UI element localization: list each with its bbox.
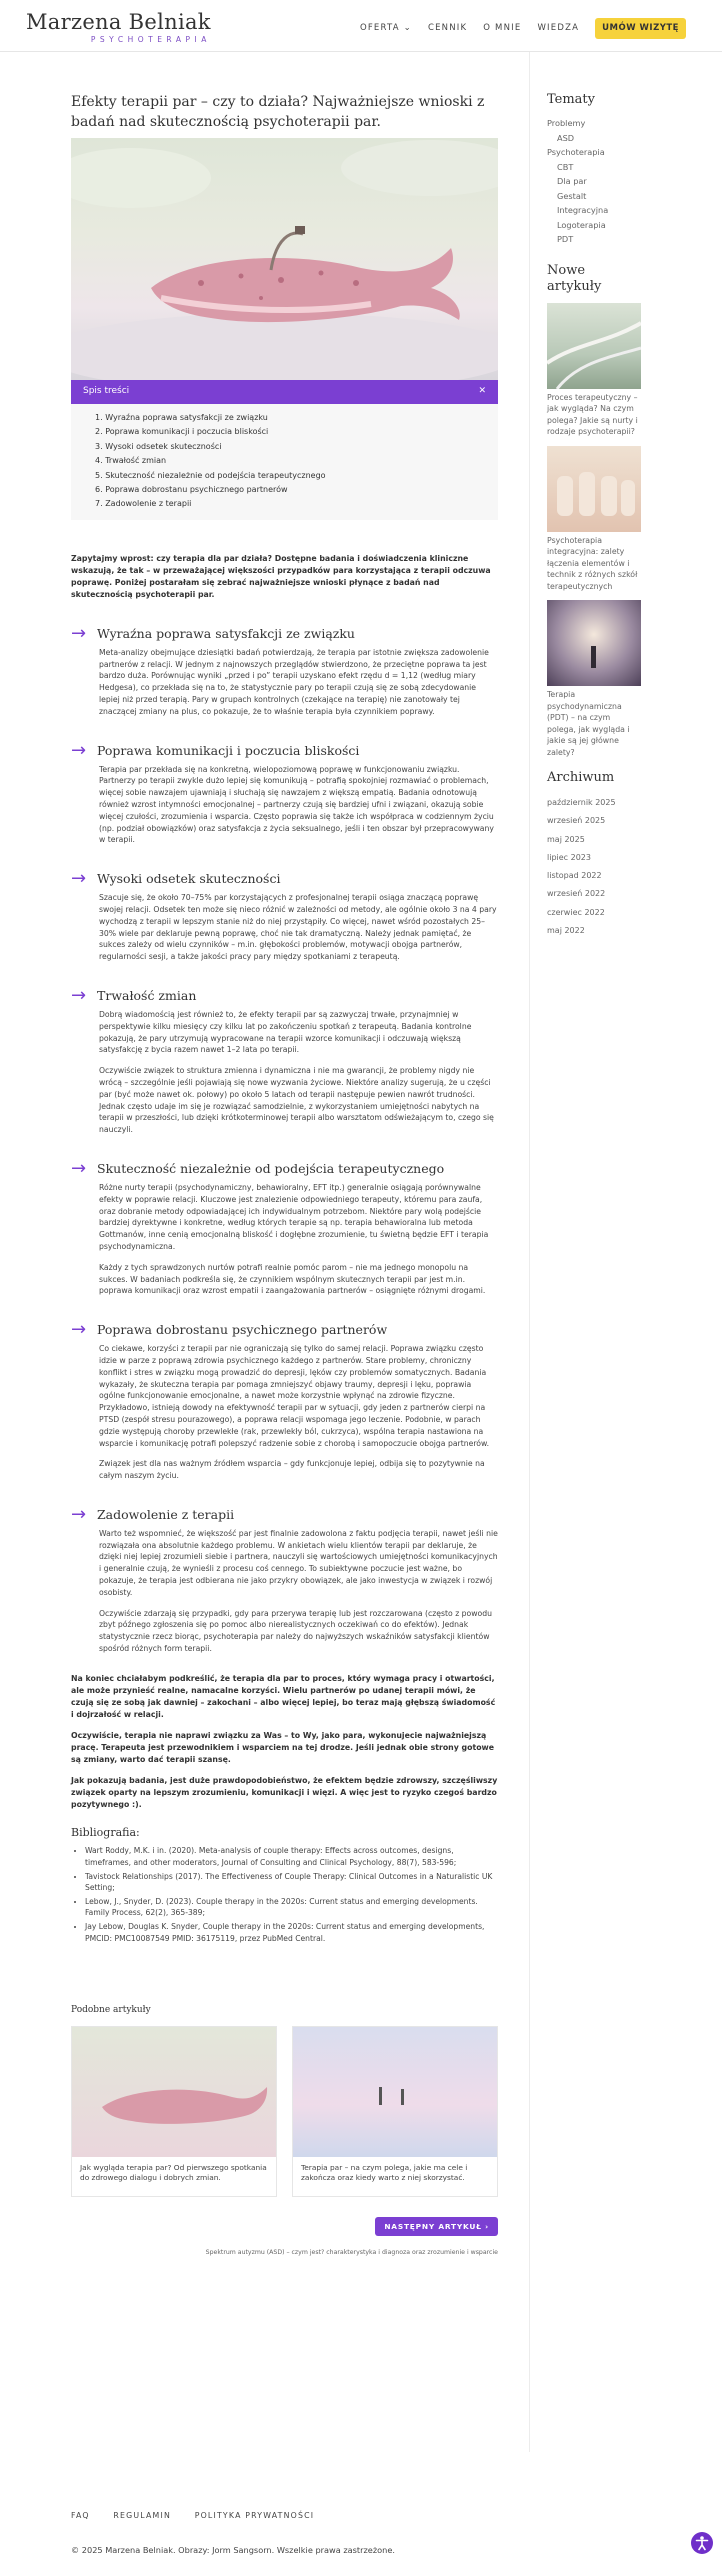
article-conclusion bbox=[71, 1673, 498, 1811]
section-effectiveness bbox=[71, 868, 498, 963]
toc-item[interactable]: 7. Zadowolenie z terapii bbox=[95, 497, 486, 511]
whale-illustration bbox=[71, 138, 498, 380]
topic-link[interactable]: Gestalt bbox=[557, 190, 587, 201]
section-paragraph: Każdy z tych sprawdzonych nurtów potrafi realnie pomóc parom – nie ma jednego monopolu na sukces. W badaniach podkreśla się, że czynnikiem wspólnym skutecznych terapii par jest m.in. poprawa komunikacji oraz wzrost empatii i zaangażowania partnerów – osiągnięte różnymi drogami. bbox=[99, 1262, 486, 1296]
section-paragraph: Meta-analizy obejmujące dziesiątki badań potwierdzają, że terapia par istotnie zwiększa zadowolenie partnerów z relacji. W jednym z najnowszych przeglądów stwierdzono, że przeciętne poprawa ta jest bardzo duża. Porównując wyniki „przed i po” terapii uzyskano efekt rzędu d = 1,12 (według miary Hedgesa), co przekłada się na to, że statystycznie pary po terapii czują się ze sobą zdecydowanie lepiej niż przed terapią. Pary w grupach kontrolnych (czekające na terapię) nie zanotowały tej znaczącej zmiany na plus, co pokazuje, że to właśnie terapia była czynnikiem poprawy. bbox=[99, 647, 489, 716]
archive-link[interactable]: październik 2025 bbox=[547, 798, 616, 807]
topic-link[interactable]: Problemy bbox=[547, 118, 586, 128]
nav-item-oferta[interactable]: OFERTA ⌄ bbox=[359, 23, 412, 33]
toc-item[interactable]: 3. Wysoki odsetek skuteczności bbox=[95, 440, 486, 454]
section-paragraph: Warto też wspomnieć, że większość par jest finalnie zadowolona z faktu podjęcia terapii, nawet jeśli nie rozwiązała ona absolutnie każdego problemu. W ankietach wielu klientów terapii par deklaruje, że dzięki niej lepiej zrozumieli siebie i partnera, nauczyli się wartościowych umiejętności komunikacyjnych i generalnie czują, że wynieśli z procesu coś cennego. To subiektywne poczucie jest ważne, bo pokazuje, że terapia jest odbierana nie jako przykry obowiązek, ale jako inwestycja w związek i rozwój osobisty. bbox=[99, 1528, 498, 1597]
related-card[interactable] bbox=[71, 2026, 277, 2197]
arrow-right-icon: → bbox=[71, 622, 87, 644]
section-heading: Skuteczność niezależnie od podejścia terapeutycznego bbox=[97, 1160, 445, 1176]
conclusion-paragraph: Jak pokazują badania, jest duże prawdopodobieństwo, że efektem będzie zdrowszy, szczęśliwszy związek oparty na lepszym zrozumieniu, komunikacji i więzi. A więc jest to ryzyko czegoś bardzo pozytywnego :). bbox=[71, 1775, 498, 1809]
logo-name: Marzena Belniak bbox=[26, 10, 211, 34]
arrow-right-icon: → bbox=[71, 1157, 87, 1179]
new-article-title[interactable]: Psychoterapia integracyjna: zalety łączenia elementów i technik z różnych szkół terapeutycznych bbox=[547, 535, 638, 591]
accessibility-icon bbox=[691, 2532, 713, 2554]
arrow-right-icon: → bbox=[71, 739, 87, 761]
archive-link[interactable]: listopad 2022 bbox=[547, 871, 602, 881]
section-paragraph: Różne nurty terapii (psychodynamiczny, behawioralny, EFT itp.) generalnie osiągają porównywalne efekty w poprawie relacji. Kluczowe jest znalezienie odpowiedniego terapeuty, któremu para zaufa, oraz dobranie metody odpowiadającej ich indywidualnym potrzebom. Niektóre pary wolą podejście bardziej dyrektywne i konkretne, według których terapie są np. terapia behawioralna lub metoda Gottmanów, inne cenią emocjonalną bliskość i dogłębne zrozumienie, tu świetną będzie EFT i terapia psychodynamiczna. bbox=[99, 1182, 489, 1251]
footer-link-regulamin[interactable]: REGULAMIN bbox=[113, 2511, 171, 2520]
archive-link[interactable]: wrzesień 2025 bbox=[547, 816, 606, 826]
conclusion-paragraph: Oczywiście, terapia nie naprawi związku za Was – to Wy, jako para, wykonujecie najważniejszą pracę. Terapeuta jest przewodnikiem i wsparciem na tej drodze. Jeśli jednak obie strony gotowe są zmiany, warto dać terapii szansę. bbox=[71, 1730, 495, 1764]
bibliography bbox=[71, 1845, 498, 1944]
new-article[interactable] bbox=[547, 600, 641, 758]
bibliography-item: • Tavistock Relationships (2017). The Effectiveness of Couple Therapy: Clinical Outcomes in a Naturalistic UK Setting; bbox=[85, 1871, 498, 1894]
site-header bbox=[0, 0, 722, 52]
article-lead: Zapytajmy wprost: czy terapia dla par działa? Dostępne badania i doświadczenia kliniczne wskazują, że tak – w przeważającej większości przypadków para korzystająca z terapii odczuwa poprawę. Poniżej postarałam się zebrać najważniejsze wnioski płynące z badań nad skutecznością psychoterapii par. bbox=[71, 553, 491, 599]
close-icon[interactable]: ✕ bbox=[478, 386, 486, 397]
arrow-right-icon: → bbox=[71, 984, 87, 1006]
section-paragraph: Co ciekawe, korzyści z terapii par nie ograniczają się tylko do samej relacji. Poprawa związku często idzie w parze z poprawą zdrowia psychicznego każdego z partnerów. Stare problemy, chroniczny konflikt i stres w związku mogą prowadzić do depresji, lęków czy problemów somatycznych. Badania wykazały, że skuteczna terapia par pomaga zmniejszyć objawy traumy, depresji i lęku, poprawia ogólne funkcjonowanie emocjonalne, a nawet może korzystnie wpłynąć na zdrowie fizyczne. Przykładowo, istnieją dowody na efektywność terapii par w sytuacji, gdy jeden z partnerów cierpi na PTSD (zespół stresu pourazowego), a poprawa relacji wspomaga jego leczenie. Podobnie, w parach gdzie występują choroby przewlekłe (rak, przewlekły ból, cukrzyca), wspólna terapia nastawiona na wsparcie i komunikację potrafi polepszyć radzenie sobie z chorobą i samopoczucie obojga partnerów. bbox=[99, 1344, 490, 1448]
bibliography-item: • Jay Lebow, Douglas K. Snyder, Couple therapy in the 2020s: Current status and emerging developments, PMCID: PMC10087549 PMID: 36175119, przez PubMed Central. bbox=[85, 1921, 498, 1944]
section-heading: Poprawa dobrostanu psychicznego partnerów bbox=[97, 1322, 388, 1338]
section-satisfaction bbox=[71, 622, 498, 718]
logo-subtitle: PSYCHOTERAPIA bbox=[90, 35, 211, 44]
section-paragraph: Terapia par przekłada się na konkretną, wielopoziomową poprawę w funkcjonowaniu związku. Partnerzy po terapii zwykle dużo lepiej się komunikują – potrafią spokojniej rozmawiać o problemach, więcej sobie nawzajem ujawniają i słuchają się nawzajem z większą empatią. Badania odnotowują również wzrost intymności emocjonalnej – partnerzy czują się bardziej ufni i związani, okazują sobie więcej czułości, zrozumienia i wsparcia. Często poprawia się także ich współpraca w codziennym życiu (np. podział obowiązków) oraz satysfakcja z życia seksualnego, jeśli i ten obszar był przepracowywany w terapii. bbox=[99, 764, 494, 845]
section-heading: Trwałość zmian bbox=[97, 987, 197, 1003]
archive-link[interactable]: lipiec 2023 bbox=[547, 852, 591, 862]
toc-item[interactable]: 2. Poprawa komunikacji i poczucia bliskości bbox=[95, 425, 486, 439]
archive-title: Archiwum bbox=[547, 770, 615, 785]
topic-link[interactable]: PDT bbox=[557, 234, 574, 244]
related-card-image[interactable] bbox=[72, 2027, 276, 2157]
section-heading: Poprawa komunikacji i poczucia bliskości bbox=[97, 742, 360, 758]
archive-link[interactable]: wrzesień 2022 bbox=[547, 889, 606, 899]
new-article-image[interactable] bbox=[547, 303, 641, 389]
related-card-title[interactable]: Jak wygląda terapia par? Od pierwszego spotkania do zdrowego dialogu i dobrych zmian. bbox=[80, 2162, 267, 2183]
topic-link[interactable]: Dla par bbox=[557, 176, 587, 186]
sidebar-divider bbox=[529, 52, 530, 2452]
archive-link[interactable]: czerwiec 2022 bbox=[547, 907, 605, 917]
section-heading: Wysoki odsetek skuteczności bbox=[97, 871, 281, 887]
new-article[interactable] bbox=[547, 303, 641, 438]
toc-item[interactable]: 5. Skuteczność niezależnie od podejścia terapeutycznego bbox=[95, 469, 486, 483]
bibliography-item: • Lebow, J., Snyder, D. (2023). Couple therapy in the 2020s: Current status and emerging developments. Family Process, 62(2), 365-389; bbox=[85, 1896, 498, 1919]
section-wellbeing bbox=[71, 1319, 498, 1482]
toc-item[interactable]: 6. Poprawa dobrostanu psychicznego partnerów bbox=[95, 483, 486, 497]
hero-image bbox=[71, 138, 498, 380]
toc-header[interactable] bbox=[71, 380, 498, 404]
footer-link-privacy[interactable]: POLITYKA PRYWATNOŚCI bbox=[194, 2511, 315, 2520]
section-paragraph: Dobrą wiadomością jest również to, że efekty terapii par są zazwyczaj trwałe, przynajmniej w perspektywie kilku miesięcy czy kilku lat po zakończeniu spotkań z terapeutą. Badania kontrolne pokazują, że pary utrzymują wypracowane na terapii wzorce komunikacji i odczuwają większą satysfakcję z bycia razem nawet 1–2 lata po terapii. bbox=[99, 1009, 472, 1055]
book-visit-button[interactable]: UMÓW WIZYTĘ bbox=[595, 18, 686, 39]
nav-item-o-mnie[interactable]: O MNIE bbox=[483, 23, 522, 33]
article bbox=[71, 92, 498, 2257]
section-paragraph: Oczywiście zdarzają się przypadki, gdy para przerywa terapię lub jest rozczarowana (często z powodu zbyt późnego zgłoszenia się po pomoc albo nierealistycznych oczekiwań co do efektów). Jednak statystycznie rzecz biorąc, psychoterapia par należy do najwyższych wskaźników satysfakcji klientów spośród różnych form terapii. bbox=[99, 1608, 492, 1654]
topic-link[interactable]: Logoterapia bbox=[557, 219, 606, 230]
section-paragraph: Oczywiście związek to struktura zmienna i dynamiczna i nie ma gwarancji, że problemy nigdy nie wrócą – szczególnie jeśli pojawiają się nowe wyzwania życiowe. Niektóre analizy sugerują, że u części par (być może nawet ok. połowy) po około 5 latach od terapii następuje pewien nawrót trudności. Jednak często udaje im się je rozwiązać samodzielnie, z wykorzystaniem umiejętności nabytych na terapii w przeszłości, lub dzięki krótkoterminowej terapii albo warsztatom odświeżającym to, czego się nauczyli. bbox=[99, 1066, 494, 1135]
bibliography-item: • Wart Roddy, M.K. i in. (2020). Meta-analysis of couple therapy: Effects across outcomes, designs, timeframes, and other moderators, Journal of Consulting and Clinical Psychology, 88(7), 583-596; bbox=[85, 1845, 498, 1868]
next-article-title[interactable]: Spektrum autyzmu (ASD) – czym jest? charakterystyka i diagnoza oraz zrozumienie i wsparcie bbox=[205, 2248, 498, 2256]
new-article-image[interactable] bbox=[547, 446, 641, 532]
section-heading: Zadowolenie z terapii bbox=[97, 1506, 235, 1522]
topic-link[interactable]: Psychoterapia bbox=[547, 147, 605, 157]
new-article-title[interactable]: Terapia psychodynamiczna (PDT) – na czym polega, jak wygląda i jakie są jej główne zalety? bbox=[547, 690, 630, 757]
new-article-title[interactable]: Proces terapeutyczny – jak wygląda? Na czym polega? Jakie są nurty i rodzaje psychoterapii? bbox=[547, 392, 638, 436]
nav-item-cennik[interactable]: CENNIK bbox=[427, 23, 468, 33]
logo[interactable] bbox=[26, 11, 211, 45]
toc-item[interactable]: 4. Trwałość zmian bbox=[95, 454, 486, 468]
conclusion-paragraph: Na koniec chciałabym podkreślić, że terapia dla par to proces, który wymaga pracy i otwartości, ale może przynieść realne, namacalne korzyści. Wielu partnerów po udanej terapii mówi, że czują się ze sobą jak dawniej – zakochani – albo więcej lepiej, bo teraz mają głębszą świadomość i dojrzałość w relacji. bbox=[71, 1673, 496, 1719]
next-article-button[interactable]: NASTĘPNY ARTYKUŁ › bbox=[375, 2217, 498, 2236]
nav-item-wiedza[interactable]: WIEDZA bbox=[537, 23, 580, 33]
section-satisfaction-therapy bbox=[71, 1503, 498, 1655]
archive-link[interactable]: maj 2022 bbox=[547, 926, 585, 936]
new-articles-title: Nowe artykuły bbox=[547, 262, 602, 294]
site-footer bbox=[71, 2510, 671, 2556]
new-article-image[interactable] bbox=[547, 600, 641, 686]
main-nav bbox=[344, 18, 686, 39]
copyright: © 2025 Marzena Belniak. Obrazy: Jorm Sangsorn. Wszelkie prawa zastrzeżone. bbox=[71, 2544, 395, 2555]
table-of-contents bbox=[71, 404, 498, 520]
section-approaches bbox=[71, 1157, 498, 1297]
toc-item[interactable]: 1. Wyraźna poprawa satysfakcji ze związku bbox=[95, 411, 486, 425]
section-paragraph: Związek jest dla nas ważnym źródłem wsparcia – gdy funkcjonuje lepiej, odbija się to pozytywnie na całym naszym życiu. bbox=[99, 1459, 485, 1481]
section-communication bbox=[71, 739, 498, 847]
related-articles bbox=[71, 2004, 498, 2197]
arrow-right-icon: → bbox=[71, 1503, 87, 1525]
new-article[interactable] bbox=[547, 446, 641, 593]
topic-link[interactable]: Integracyjna bbox=[557, 205, 609, 215]
topic-link[interactable]: CBT bbox=[557, 161, 574, 172]
accessibility-button[interactable] bbox=[691, 2532, 713, 2554]
toc-title: Spis treści bbox=[83, 386, 130, 397]
topic-link[interactable]: ASD bbox=[557, 132, 575, 143]
section-durability bbox=[71, 984, 498, 1136]
section-heading: Wyraźna poprawa satysfakcji ze związku bbox=[97, 625, 355, 641]
related-title: Podobne artykuły bbox=[71, 2005, 151, 2016]
related-card-image[interactable] bbox=[293, 2027, 497, 2157]
sidebar bbox=[547, 92, 641, 940]
archive-link[interactable]: maj 2025 bbox=[547, 834, 585, 844]
footer-nav bbox=[71, 2510, 671, 2522]
related-card[interactable] bbox=[292, 2026, 498, 2197]
arrow-right-icon: → bbox=[71, 868, 87, 890]
article-title: Efekty terapii par – czy to działa? Najważniejsze wnioski z badań nad skutecznością psychoterapii par. bbox=[71, 94, 485, 130]
footer-link-faq[interactable]: FAQ bbox=[71, 2511, 90, 2520]
related-card-title[interactable]: Terapia par – na czym polega, jakie ma cele i zakończa oraz kiedy warto z niej skorzystać. bbox=[301, 2162, 468, 2183]
bibliography-title: Bibliografia: bbox=[71, 1825, 140, 1839]
topics-title: Tematy bbox=[547, 92, 596, 107]
arrow-right-icon: → bbox=[71, 1319, 87, 1341]
section-paragraph: Szacuje się, że około 70–75% par korzystających z profesjonalnej terapii osiąga znaczącą poprawę swojej relacji. Odsetek ten może się nieco różnić w zależności od metody, ale ogólnie około 3 na 4 pary wychodzą z terapii w lepszym stanie niż do niej przystąpiły. Co więcej, nawet wśród pozostałych 25–30% wiele par deklaruje pewną poprawę, choć nie tak dramatyczną. Należy jednak pamiętać, że sukces zależy od wielu czynników – m.in. głębokości problemów, motywacji obojga partnerów, regularności sesji, a także jakości pracy pary między spotkaniami z terapeutą. bbox=[99, 893, 497, 962]
